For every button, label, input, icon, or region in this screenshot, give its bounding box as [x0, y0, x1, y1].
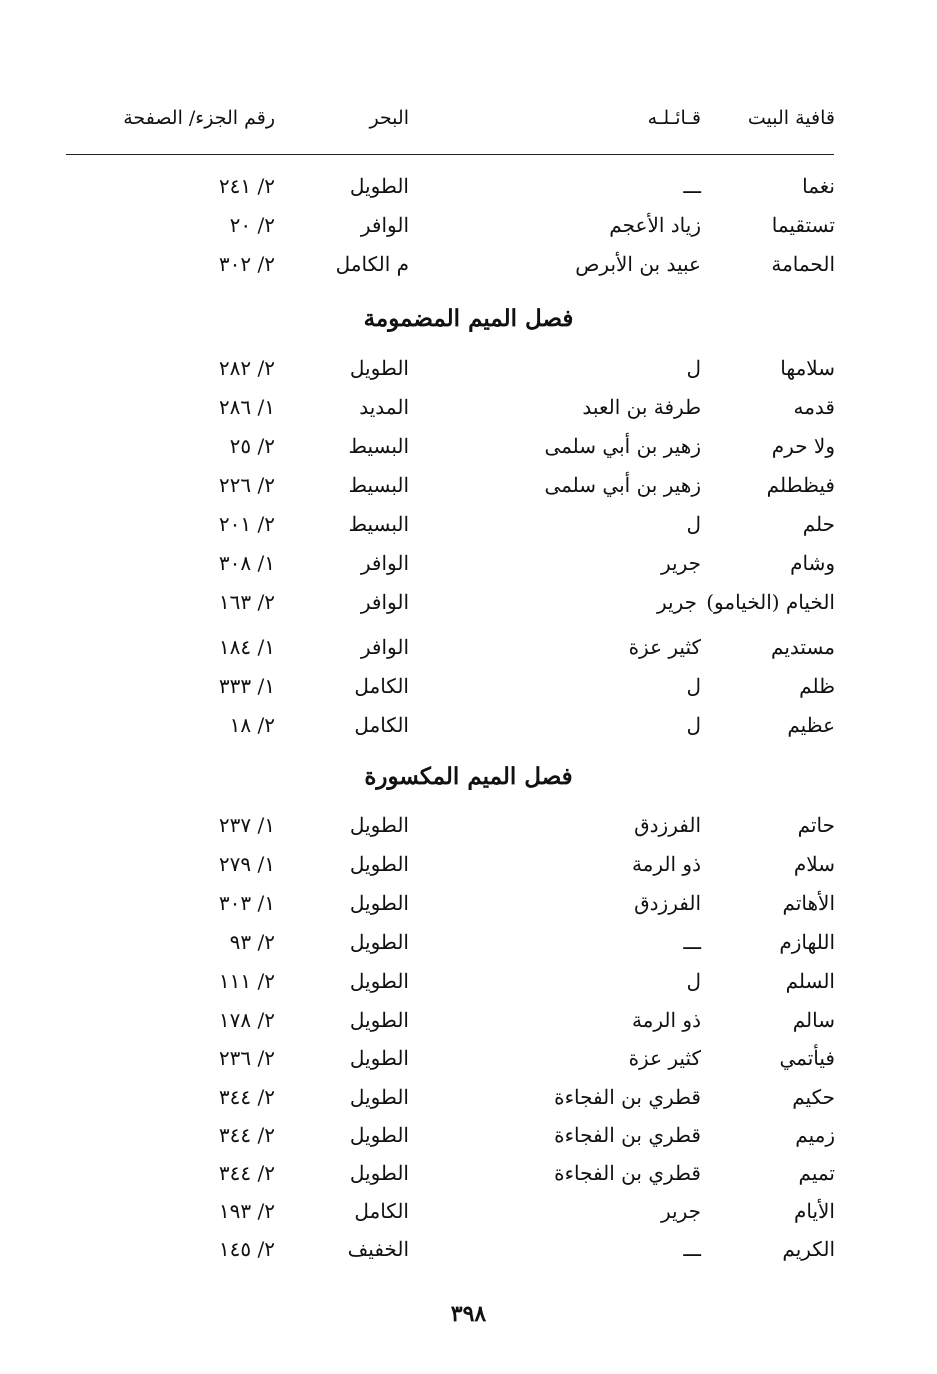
poet-cell: قطري بن الفجاءة: [554, 1085, 701, 1109]
rhyme-cell: نغما: [802, 174, 835, 198]
ref-cell: ٢/ ٣٠٢: [218, 252, 275, 276]
rhyme-cell: ولا حرم: [771, 434, 835, 458]
table-row: [0, 808, 937, 842]
rhyme-cell: الأهاتم: [782, 891, 835, 915]
poet-cell: ـــ: [683, 174, 701, 198]
table-row: [0, 964, 937, 998]
table-row: [0, 708, 937, 742]
table-row: [0, 390, 937, 424]
poet-cell: ل: [686, 969, 701, 993]
rhyme-cell: حلم: [802, 512, 835, 536]
header-divider: [66, 154, 834, 155]
table-row: [0, 1156, 937, 1190]
ref-cell: ٢/ ١٩٣: [218, 1199, 275, 1223]
rhyme-cell: الكريم: [782, 1237, 835, 1261]
poet-cell: زهير بن أبي سلمى: [544, 434, 701, 458]
section-heading-damma: فصل الميم المضمومة: [363, 305, 574, 332]
table-row: [0, 1194, 937, 1228]
page-number: ٣٩٨: [450, 1301, 487, 1327]
table-header: [0, 101, 937, 135]
poet-cell: ـــ: [683, 930, 701, 954]
rhyme-cell: سالم: [792, 1008, 835, 1032]
ref-cell: ١/ ١٨٤: [218, 635, 275, 659]
poet-cell: ل: [686, 674, 701, 698]
ref-cell: ٢/ ٢٨٢: [218, 356, 275, 380]
header-meter: البحر: [369, 107, 409, 129]
rhyme-cell: الحمامة: [771, 252, 835, 276]
ref-cell: ٢/ ١٦٣: [218, 590, 275, 614]
meter-cell: الطويل: [349, 356, 409, 380]
meter-cell: البسيط: [348, 473, 409, 497]
poet-cell: قطري بن الفجاءة: [554, 1161, 701, 1185]
table-row: [0, 1041, 937, 1075]
poet-cell: الفرزدق: [634, 813, 701, 837]
meter-cell: الطويل: [349, 1123, 409, 1147]
meter-cell: الطويل: [349, 930, 409, 954]
rhyme-cell: سلامها: [780, 356, 835, 380]
meter-cell: الكامل: [354, 713, 409, 737]
meter-cell: الوافر: [360, 635, 409, 659]
poet-cell: جرير: [661, 551, 701, 575]
ref-cell: ١/ ٣٠٨: [218, 551, 275, 575]
rhyme-cell: وشام: [790, 551, 835, 575]
rhyme-cell: عظيم: [787, 713, 835, 737]
table-row: [0, 247, 937, 281]
table-row: [0, 351, 937, 385]
meter-cell: الوافر: [360, 551, 409, 575]
table-row: [0, 669, 937, 703]
ref-cell: ٢/ ٣٤٤: [218, 1123, 275, 1147]
ref-cell: ٢/ ٢٠١: [218, 512, 275, 536]
poet-cell: زياد الأعجم: [609, 213, 701, 237]
poet-cell: ذو الرمة: [631, 1008, 701, 1032]
table-row: [0, 468, 937, 502]
meter-cell: الكامل: [354, 674, 409, 698]
poet-cell: ل: [686, 713, 701, 737]
poet-cell: ل: [686, 356, 701, 380]
poet-cell: قطري بن الفجاءة: [554, 1123, 701, 1147]
table-row: [0, 1232, 937, 1266]
table-row: [0, 1003, 937, 1037]
ref-cell: ١/ ٣٣٣: [218, 674, 275, 698]
ref-cell: ٢/ ١٨: [229, 713, 275, 737]
ref-cell: ١/ ٣٠٣: [218, 891, 275, 915]
rhyme-cell: فيظطلم: [766, 473, 835, 497]
poet-cell: ذو الرمة: [631, 852, 701, 876]
rhyme-cell: تميم: [798, 1161, 835, 1185]
table-row: [0, 169, 937, 203]
table-row: [0, 847, 937, 881]
meter-cell: الطويل: [349, 813, 409, 837]
rhyme-cell: اللهازم: [779, 930, 835, 954]
rhyme-cell: ظلم: [799, 674, 835, 698]
rhyme-cell: حكيم: [792, 1085, 835, 1109]
meter-cell: الطويل: [349, 174, 409, 198]
ref-cell: ٢/ ١٤٥: [218, 1237, 275, 1261]
header-ref: رقم الجزء/ الصفحة: [123, 107, 275, 129]
poet-cell: طرفة بن العبد: [582, 395, 701, 419]
rhyme-cell: زميم: [795, 1123, 835, 1147]
header-poet: قـائـلـه: [647, 107, 701, 129]
ref-cell: ٢/ ٢٠: [229, 213, 275, 237]
meter-cell: الطويل: [349, 1161, 409, 1185]
meter-cell: الطويل: [349, 1085, 409, 1109]
rhyme-cell: مستديم: [771, 635, 835, 659]
poet-cell: كثير عزة: [628, 635, 701, 659]
meter-cell: الوافر: [360, 213, 409, 237]
meter-cell: الطويل: [349, 1046, 409, 1070]
ref-cell: ٢/ ٣٤٤: [218, 1161, 275, 1185]
ref-cell: ٢/ ٢٢٦: [218, 473, 275, 497]
meter-cell: البسيط: [348, 512, 409, 536]
poet-cell: جرير: [661, 1199, 701, 1223]
ref-cell: ٢/ ٣٤٤: [218, 1085, 275, 1109]
meter-cell: الطويل: [349, 852, 409, 876]
meter-cell: الكامل: [354, 1199, 409, 1223]
rhyme-cell: فيأتمي: [779, 1046, 835, 1070]
meter-cell: الطويل: [349, 1008, 409, 1032]
meter-cell: الطويل: [349, 891, 409, 915]
ref-cell: ٢/ ٢٥: [229, 434, 275, 458]
table-row: [0, 585, 937, 619]
table-row: [0, 630, 937, 664]
table-row: [0, 886, 937, 920]
meter-cell: البسيط: [348, 434, 409, 458]
poet-cell: ل: [686, 512, 701, 536]
table-row: [0, 1080, 937, 1114]
rhyme-cell: قدمه: [793, 395, 835, 419]
ref-cell: ١/ ٢٣٧: [218, 813, 275, 837]
poet-cell: ـــ: [683, 1237, 701, 1261]
poet-cell: عبيد بن الأبرص: [575, 252, 701, 276]
rhyme-cell: السلم: [785, 969, 835, 993]
ref-cell: ١/ ٢٨٦: [218, 395, 275, 419]
poet-cell: زهير بن أبي سلمى: [544, 473, 701, 497]
ref-cell: ٢/ ٩٣: [229, 930, 275, 954]
meter-cell: الوافر: [360, 590, 409, 614]
section-heading-kasra: فصل الميم المكسورة: [364, 763, 573, 790]
table-row: [0, 507, 937, 541]
table-row: [0, 546, 937, 580]
rhyme-cell: الخيام (الخيامو): [706, 590, 835, 614]
meter-cell: الخفيف: [347, 1237, 409, 1261]
ref-cell: ٢/ ١١١: [218, 969, 275, 993]
table-row: [0, 429, 937, 463]
ref-cell: ٢/ ١٧٨: [218, 1008, 275, 1032]
table-row: [0, 208, 937, 242]
ref-cell: ١/ ٢٧٩: [218, 852, 275, 876]
meter-cell: م الكامل: [335, 252, 409, 276]
poet-cell: جرير: [657, 590, 697, 614]
rhyme-cell: تستقيما: [771, 213, 835, 237]
meter-cell: الطويل: [349, 969, 409, 993]
poet-cell: كثير عزة: [628, 1046, 701, 1070]
ref-cell: ٢/ ٢٤١: [218, 174, 275, 198]
header-rhyme: قافية البيت: [747, 107, 835, 129]
rhyme-cell: حاتم: [797, 813, 835, 837]
rhyme-cell: سلام: [793, 852, 835, 876]
table-row: [0, 1118, 937, 1152]
ref-cell: ٢/ ٢٣٦: [218, 1046, 275, 1070]
meter-cell: المديد: [359, 395, 409, 419]
rhyme-cell: الأيام: [793, 1199, 835, 1223]
poet-cell: الفرزدق: [634, 891, 701, 915]
table-row: [0, 925, 937, 959]
